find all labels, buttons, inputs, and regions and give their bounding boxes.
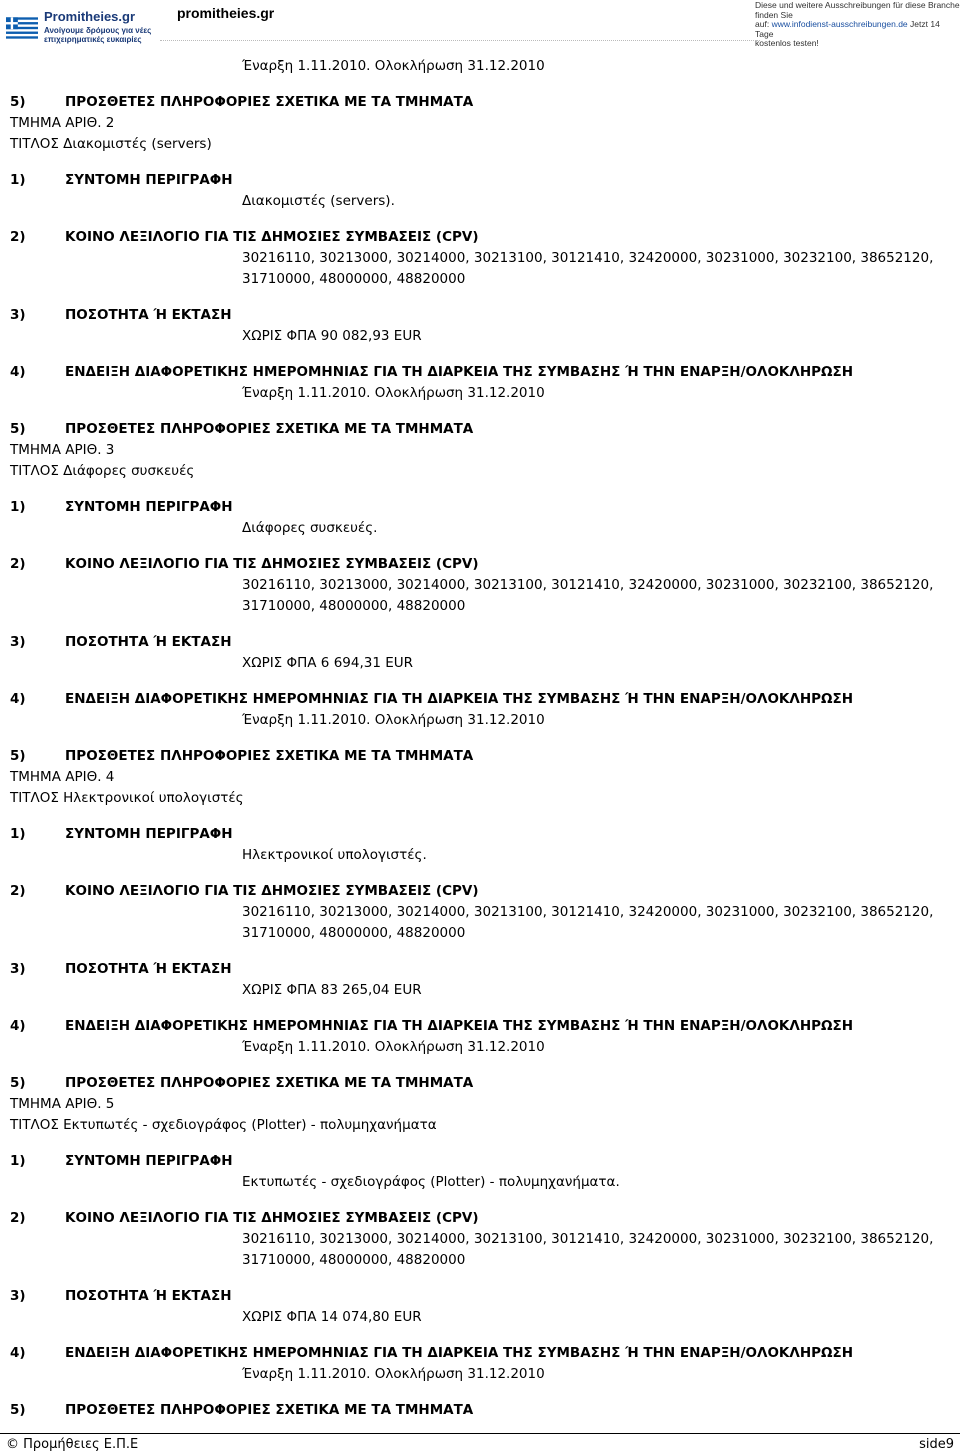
section-title: ΣΥΝΤΟΜΗ ΠΕΡΙΓΡΑΦΗ (65, 499, 233, 515)
section-title: ΚΟΙΝΟ ΛΕΞΙΛΟΓΙΟ ΓΙΑ ΤΙΣ ΔΗΜΟΣΙΕΣ ΣΥΜΒΑΣΕΙΣ (CPV) (65, 883, 479, 899)
section-title: ΕΝΔΕΙΞΗ ΔΙΑΦΟΡΕΤΙΚΗΣ ΗΜΕΡΟΜΗΝΙΑΣ ΓΙΑ ΤΗ ΔΙΑΡΚΕΙΑ ΤΗΣ ΣΥΜΒΑΣΗΣ Ή ΤΗΝ ΕΝΑΡΞΗ/ΟΛΟΚΛΗΡΩΣΗ (65, 1345, 854, 1361)
text-line: ΤΙΤΛΟΣ Διάφορες συσκευές (10, 463, 195, 479)
text-line: ΧΩΡΙΣ ΦΠΑ 83 265,04 EUR (242, 982, 422, 998)
footer-divider (0, 1433, 960, 1434)
text-line: Διακομιστές (servers). (242, 193, 395, 209)
ad-link[interactable]: www.infodienst-ausschreibungen.de (771, 19, 908, 29)
logo-name: Promitheies.gr (44, 9, 136, 24)
footer-copyright: © Προμήθειες Ε.Π.Ε (6, 1437, 139, 1452)
section-heading (10, 1018, 853, 1034)
page-number: side9 (919, 1437, 954, 1452)
section-title: ΠΟΣΟΤΗΤΑ Ή ΕΚΤΑΣΗ (65, 307, 232, 323)
text-line: ΧΩΡΙΣ ΦΠΑ 6 694,31 EUR (242, 655, 414, 671)
section-number: 5) (10, 94, 26, 110)
section-number: 5) (10, 748, 26, 764)
section-number: 3) (10, 634, 26, 650)
section-number: 5) (10, 1402, 26, 1418)
text-line: 31710000, 48000000, 48820000 (242, 925, 466, 941)
header-divider (160, 40, 760, 41)
section-title: ΣΥΝΤΟΜΗ ΠΕΡΙΓΡΑΦΗ (65, 826, 233, 842)
text-line: Έναρξη 1.11.2010. Ολοκλήρωση 31.12.2010 (242, 58, 545, 74)
section-title: ΚΟΙΝΟ ΛΕΞΙΛΟΓΙΟ ΓΙΑ ΤΙΣ ΔΗΜΟΣΙΕΣ ΣΥΜΒΑΣΕΙΣ (CPV) (65, 1210, 479, 1226)
section-number: 3) (10, 1288, 26, 1304)
section-title: ΠΡΟΣΘΕΤΕΣ ΠΛΗΡΟΦΟΡΙΕΣ ΣΧΕΤΙΚΑ ΜΕ ΤΑ ΤΜΗΜΑΤΑ (65, 94, 474, 110)
section-number: 2) (10, 229, 26, 245)
text-line: 30216110, 30213000, 30214000, 30213100, 30121410, 32420000, 30231000, 30232100, 38652120, (242, 577, 934, 593)
section-number: 1) (10, 172, 26, 188)
text-line: ΤΜΗΜΑ ΑΡΙΘ. 5 (10, 1096, 115, 1112)
section-number: 4) (10, 1345, 26, 1361)
section-number: 1) (10, 1153, 26, 1169)
section-heading (10, 826, 233, 842)
page-header (0, 0, 960, 48)
section-heading (10, 556, 479, 572)
section-title: ΠΡΟΣΘΕΤΕΣ ΠΛΗΡΟΦΟΡΙΕΣ ΣΧΕΤΙΚΑ ΜΕ ΤΑ ΤΜΗΜΑΤΑ (65, 748, 474, 764)
text-line: 31710000, 48000000, 48820000 (242, 1252, 466, 1268)
section-title: ΕΝΔΕΙΞΗ ΔΙΑΦΟΡΕΤΙΚΗΣ ΗΜΕΡΟΜΗΝΙΑΣ ΓΙΑ ΤΗ ΔΙΑΡΚΕΙΑ ΤΗΣ ΣΥΜΒΑΣΗΣ Ή ΤΗΝ ΕΝΑΡΞΗ/ΟΛΟΚΛΗΡΩΣΗ (65, 364, 854, 380)
section-heading (10, 691, 853, 707)
section-heading (10, 1210, 479, 1226)
site-name: promitheies.gr (177, 5, 275, 21)
section-number: 4) (10, 691, 26, 707)
text-line: ΤΜΗΜΑ ΑΡΙΘ. 3 (10, 442, 115, 458)
section-heading (10, 1345, 853, 1361)
text-line: ΧΩΡΙΣ ΦΠΑ 90 082,93 EUR (242, 328, 422, 344)
text-line: ΧΩΡΙΣ ΦΠΑ 14 074,80 EUR (242, 1309, 422, 1325)
section-title: ΕΝΔΕΙΞΗ ΔΙΑΦΟΡΕΤΙΚΗΣ ΗΜΕΡΟΜΗΝΙΑΣ ΓΙΑ ΤΗ ΔΙΑΡΚΕΙΑ ΤΗΣ ΣΥΜΒΑΣΗΣ Ή ΤΗΝ ΕΝΑΡΞΗ/ΟΛΟΚΛΗΡΩΣΗ (65, 691, 854, 707)
section-heading (10, 172, 233, 188)
text-line: Έναρξη 1.11.2010. Ολοκλήρωση 31.12.2010 (242, 1366, 545, 1382)
text-line: Εκτυπωτές - σχεδιογράφος (Plotter) - πολυμηχανήματα. (242, 1174, 620, 1190)
section-number: 4) (10, 1018, 26, 1034)
section-heading (10, 307, 232, 323)
section-number: 1) (10, 499, 26, 515)
text-line: ΤΙΤΛΟΣ Διακομιστές (servers) (10, 136, 212, 152)
section-number: 2) (10, 1210, 26, 1226)
section-heading (10, 229, 479, 245)
section-number: 3) (10, 961, 26, 977)
section-heading (10, 499, 233, 515)
text-line: 31710000, 48000000, 48820000 (242, 271, 466, 287)
ad-line-1: Diese und weitere Ausschreibungen für diese Branche finden Sie (755, 0, 960, 20)
ad-notice (755, 1, 960, 49)
section-heading (10, 1075, 473, 1091)
section-title: ΚΟΙΝΟ ΛΕΞΙΛΟΓΙΟ ΓΙΑ ΤΙΣ ΔΗΜΟΣΙΕΣ ΣΥΜΒΑΣΕΙΣ (CPV) (65, 556, 479, 572)
logo-tagline: Ανοίγουμε δρόμους για νέες επιχειρηματικές ευκαιρίες (44, 26, 152, 44)
text-line: Έναρξη 1.11.2010. Ολοκλήρωση 31.12.2010 (242, 1039, 545, 1055)
section-title: ΠΟΣΟΤΗΤΑ Ή ΕΚΤΑΣΗ (65, 1288, 232, 1304)
section-heading (10, 1288, 232, 1304)
text-line: ΤΜΗΜΑ ΑΡΙΘ. 2 (10, 115, 115, 131)
ad-prefix: auf: (755, 19, 770, 29)
text-line: ΤΙΤΛΟΣ Ηλεκτρονικοί υπολογιστές (10, 790, 244, 806)
section-title: ΠΡΟΣΘΕΤΕΣ ΠΛΗΡΟΦΟΡΙΕΣ ΣΧΕΤΙΚΑ ΜΕ ΤΑ ΤΜΗΜΑΤΑ (65, 1075, 474, 1091)
ad-line-3: kostenlos testen! (755, 38, 819, 48)
section-heading (10, 883, 479, 899)
section-title: ΠΟΣΟΤΗΤΑ Ή ΕΚΤΑΣΗ (65, 961, 232, 977)
text-line: Ηλεκτρονικοί υπολογιστές. (242, 847, 427, 863)
section-heading (10, 1153, 233, 1169)
section-title: ΣΥΝΤΟΜΗ ΠΕΡΙΓΡΑΦΗ (65, 1153, 233, 1169)
ad-line-2 (755, 20, 960, 39)
section-number: 5) (10, 1075, 26, 1091)
text-line: 31710000, 48000000, 48820000 (242, 598, 466, 614)
section-heading (10, 634, 232, 650)
section-heading (10, 421, 473, 437)
text-line: 30216110, 30213000, 30214000, 30213100, 30121410, 32420000, 30231000, 30232100, 38652120, (242, 1231, 934, 1247)
text-line: Διάφορες συσκευές. (242, 520, 378, 536)
greek-flag-icon (6, 6, 38, 50)
section-heading (10, 748, 473, 764)
text-line: Έναρξη 1.11.2010. Ολοκλήρωση 31.12.2010 (242, 712, 545, 728)
text-line: 30216110, 30213000, 30214000, 30213100, 30121410, 32420000, 30231000, 30232100, 38652120, (242, 250, 934, 266)
section-number: 1) (10, 826, 26, 842)
section-heading (10, 364, 853, 380)
page-footer (0, 1433, 960, 1455)
section-title: ΠΡΟΣΘΕΤΕΣ ΠΛΗΡΟΦΟΡΙΕΣ ΣΧΕΤΙΚΑ ΜΕ ΤΑ ΤΜΗΜΑΤΑ (65, 1402, 474, 1418)
section-heading (10, 961, 232, 977)
section-number: 2) (10, 556, 26, 572)
section-heading (10, 1402, 473, 1418)
text-line: 30216110, 30213000, 30214000, 30213100, 30121410, 32420000, 30231000, 30232100, 38652120, (242, 904, 934, 920)
section-number: 3) (10, 307, 26, 323)
text-line: ΤΜΗΜΑ ΑΡΙΘ. 4 (10, 769, 115, 785)
section-number: 4) (10, 364, 26, 380)
section-title: ΠΟΣΟΤΗΤΑ Ή ΕΚΤΑΣΗ (65, 634, 232, 650)
section-title: ΕΝΔΕΙΞΗ ΔΙΑΦΟΡΕΤΙΚΗΣ ΗΜΕΡΟΜΗΝΙΑΣ ΓΙΑ ΤΗ ΔΙΑΡΚΕΙΑ ΤΗΣ ΣΥΜΒΑΣΗΣ Ή ΤΗΝ ΕΝΑΡΞΗ/ΟΛΟΚΛΗΡΩΣΗ (65, 1018, 854, 1034)
section-title: ΣΥΝΤΟΜΗ ΠΕΡΙΓΡΑΦΗ (65, 172, 233, 188)
section-heading (10, 94, 473, 110)
text-line: Έναρξη 1.11.2010. Ολοκλήρωση 31.12.2010 (242, 385, 545, 401)
section-title: ΚΟΙΝΟ ΛΕΞΙΛΟΓΙΟ ΓΙΑ ΤΙΣ ΔΗΜΟΣΙΕΣ ΣΥΜΒΑΣΕΙΣ (CPV) (65, 229, 479, 245)
text-line: ΤΙΤΛΟΣ Εκτυπωτές - σχεδιογράφος (Plotter) - πολυμηχανήματα (10, 1117, 437, 1133)
section-number: 5) (10, 421, 26, 437)
ad-line-2-suffix: Jetzt 14 Tage (755, 19, 940, 39)
section-number: 2) (10, 883, 26, 899)
section-title: ΠΡΟΣΘΕΤΕΣ ΠΛΗΡΟΦΟΡΙΕΣ ΣΧΕΤΙΚΑ ΜΕ ΤΑ ΤΜΗΜΑΤΑ (65, 421, 474, 437)
